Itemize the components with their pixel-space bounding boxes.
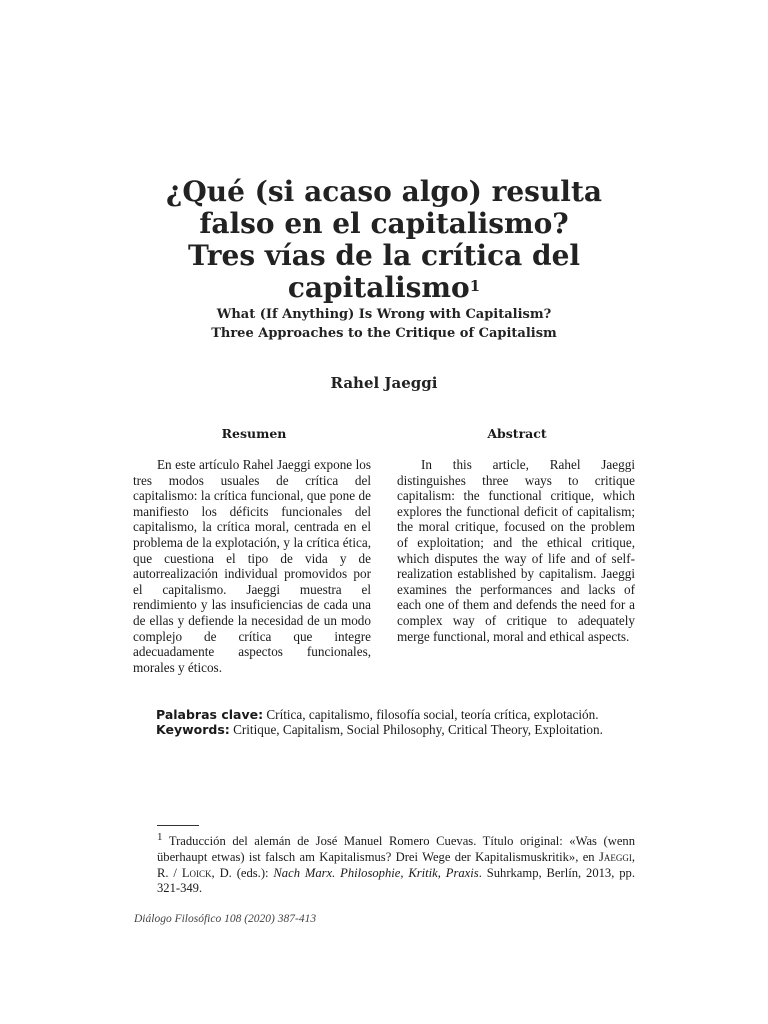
english-title-line-2: Three Approaches to the Critique of Capitalism [211, 326, 557, 341]
abstract-text: In this article, Rahel Jaeggi distinguishes three ways to critique capitalism: the functional critique, which explores the functional deficit of capitalism; the moral critique, focused on the problem of exploitation; and the ethical critique, which disputes the way of life and of self-realization established by capitalism. Jaeggi examines the performances and lacks of each one of them and defends the need for a complex way of critique to adequately merge functional, moral and ethical aspects. [397, 457, 635, 644]
resumen-heading: Resumen [221, 426, 287, 441]
keywords-en [156, 722, 656, 738]
keywords-es-text: Crítica, capitalismo, filosofía social, teoría crítica, explotación. [263, 707, 599, 722]
abstract-column [397, 457, 635, 644]
keywords-en-text: Critique, Capitalism, Social Philosophy, Critical Theory, Exploitation. [229, 722, 603, 737]
article-title [0, 176, 768, 304]
title-line-1: ¿Qué (si acaso algo) resulta [165, 175, 603, 208]
author-name: Rahel Jaeggi [330, 374, 438, 392]
english-title [0, 305, 768, 343]
footnote-author-2: Loick [181, 865, 212, 880]
title-line-4 [0, 272, 768, 304]
footnote-text-2: . Suhrkamp, Berlín, 2013, pp. 321-349. [157, 865, 635, 896]
keywords-en-label: Keywords: [156, 722, 230, 737]
title-line-3: Tres vías de la crítica del [187, 239, 581, 272]
footnote-number: 1 [157, 831, 163, 843]
footnote-text-1: Traducción del alemán de José Manuel Romero Cuevas. Título original: «Was (wenn überhaupt etwas) ist falsch am Kapitalismus? Drei Wege der Kapitalismuskritik», en [157, 834, 635, 864]
resumen-text: En este artículo Rahel Jaeggi expone los tres modos usuales de crítica del capitalismo: la crítica funcional, que pone de manifiesto los déficits funcionales del capitalismo, la crítica moral, centrada en el problema de la explotación, y la crítica ética, que cuestiona el tipo de vida y de autorrealización individual promovidos por el capitalismo. Jaeggi muestra el rendimiento y las insuficiencias de cada una de ellas y defiende la necesidad de un modo complejo de crítica que integre adecuadamente aspectos funcionales, morales y éticos. [133, 457, 371, 675]
footnote [157, 830, 635, 897]
title-line-2: falso en el capitalismo? [199, 207, 569, 240]
keywords-es-label: Palabras clave: [156, 707, 264, 722]
footnote-middle-2: , D. (eds.): [211, 865, 274, 880]
title-line-4-text: capitalismo [287, 271, 470, 304]
footnote-author-1: Jaeggi [598, 849, 632, 864]
footnote-book-title: Nach Marx. Philosophie, Kritik, Praxis [273, 865, 479, 880]
title-footnote-mark[interactable]: 1 [469, 277, 481, 295]
footnote-middle-1: , R. / [157, 849, 635, 880]
journal-reference: Diálogo Filosófico 108 (2020) 387-413 [134, 913, 317, 925]
resumen-column [133, 457, 371, 675]
keywords-es [156, 707, 656, 723]
english-title-line-1: What (If Anything) Is Wrong with Capitalism? [216, 307, 552, 322]
abstract-heading: Abstract [487, 426, 547, 441]
footnote-divider [157, 825, 199, 826]
